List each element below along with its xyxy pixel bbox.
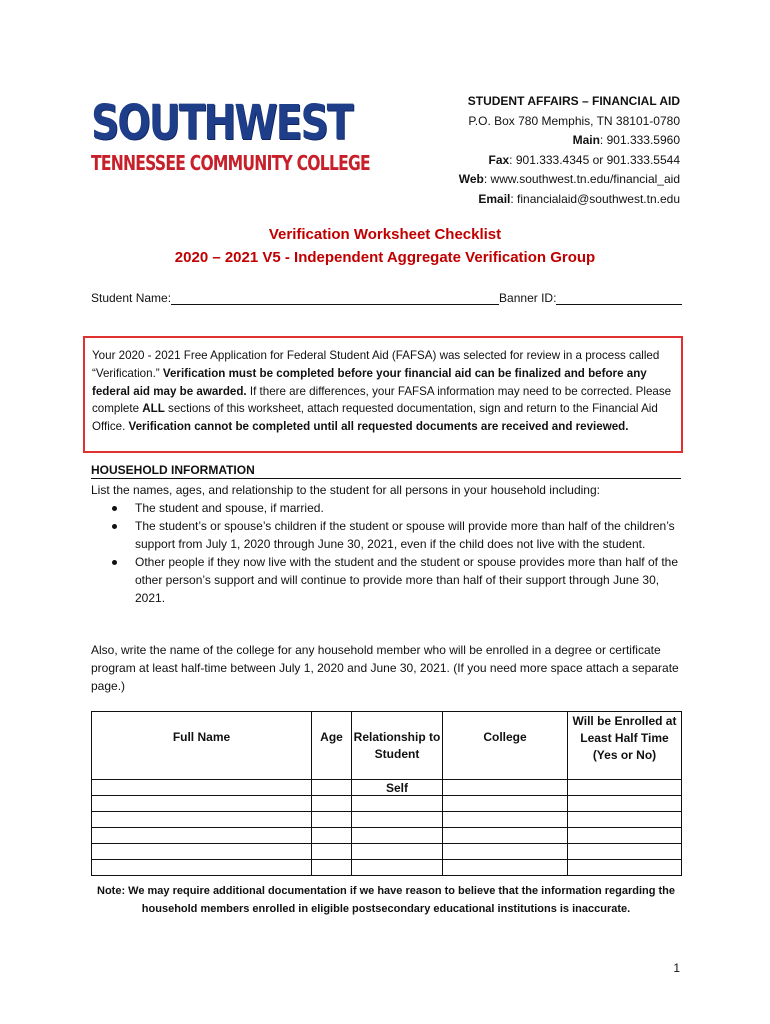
table-row: [92, 812, 682, 828]
bullet-icon: [112, 524, 117, 529]
relationship-cell[interactable]: [352, 796, 443, 812]
household-table: [91, 711, 682, 876]
relationship-cell[interactable]: [352, 812, 443, 828]
table-row: [92, 780, 682, 796]
table-row: [92, 796, 682, 812]
student-name-label: Student Name:: [91, 291, 172, 305]
age-cell[interactable]: [312, 796, 352, 812]
college-instructions: Also, write the name of the college for any household member who will be enrolled in a degree or certificate program at least half-time between July 1, 2020 and June 30, 2021. (If you need more space attach a separate page.): [91, 643, 679, 693]
age-cell[interactable]: [312, 844, 352, 860]
header-full-name: Full Name: [92, 712, 312, 780]
header-age: Age: [312, 712, 352, 780]
mailing-address: P.O. Box 780 Memphis, TN 38101-0780: [468, 113, 680, 128]
page-title: Verification Worksheet Checklist: [268, 226, 502, 243]
department-name: STUDENT AFFAIRS – FINANCIAL AID: [467, 94, 680, 108]
list-item: The student and spouse, if married.: [91, 499, 691, 517]
table-row: [92, 860, 682, 876]
full-name-cell[interactable]: [92, 844, 312, 860]
age-cell[interactable]: [312, 780, 352, 796]
email-address: Email: financialaid@southwest.tn.edu: [478, 191, 680, 206]
full-name-cell[interactable]: [92, 812, 312, 828]
age-cell[interactable]: [312, 812, 352, 828]
relationship-cell[interactable]: [352, 844, 443, 860]
college-cell[interactable]: [443, 812, 568, 828]
verification-notice-box: Your 2020 - 2021 Free Application for Federal Student Aid (FAFSA) was selected for review in a process called “Verification.” Verification must be completed before your financial aid can be finalized and before any federal aid may be awarded. If there are differences, your FAFSA information may need to be corrected. Please complete ALL sections of this worksheet, attach requested documentation, sign and return to the Financial Aid Office. Verification cannot be completed until all requested documents are received and reviewed.: [83, 336, 683, 453]
relationship-cell[interactable]: [352, 860, 443, 876]
fax-number: Fax: 901.333.4345 or 901.333.5544: [488, 152, 680, 167]
logo-wordmark: SOUTHWEST: [91, 95, 352, 151]
table-row: [92, 828, 682, 844]
student-name-field[interactable]: [171, 290, 499, 305]
full-name-cell[interactable]: [92, 860, 312, 876]
student-info-line: [91, 290, 682, 305]
enrolled-cell[interactable]: [568, 780, 682, 796]
relationship-cell: Self: [352, 780, 443, 796]
web-address: Web: www.southwest.tn.edu/financial_aid: [458, 172, 680, 186]
age-cell[interactable]: [312, 860, 352, 876]
college-cell[interactable]: [443, 796, 568, 812]
header-college: College: [443, 712, 568, 780]
college-cell[interactable]: [443, 780, 568, 796]
college-cell[interactable]: [443, 860, 568, 876]
enrolled-cell[interactable]: [568, 844, 682, 860]
full-name-cell[interactable]: [92, 780, 312, 796]
bullet-icon: [112, 506, 117, 511]
list-item: Other people if they now live with the student and the student or spouse provides more than half of the other person’s support and will continue to provide more than half of their support through June 30, 2021.: [91, 553, 691, 607]
full-name-cell[interactable]: [92, 828, 312, 844]
college-cell[interactable]: [443, 828, 568, 844]
page-subtitle: 2020 – 2021 V5 - Independent Aggregate Verification Group: [174, 249, 596, 266]
main-phone: Main: 901.333.5960: [572, 133, 680, 147]
table-row: [92, 844, 682, 860]
page-number: 1: [673, 961, 680, 975]
household-bullet-list: [91, 499, 691, 607]
list-item: The student’s or spouse’s children if the student or spouse will provide more than half of the children’s support from July 1, 2020 through June 30, 2021, even if the child does not live with the student.: [91, 517, 691, 553]
college-cell[interactable]: [443, 844, 568, 860]
relationship-cell[interactable]: [352, 828, 443, 844]
header-enrolled: Will be Enrolled at Least Half Time (Yes or No): [568, 712, 682, 780]
banner-id-field[interactable]: [556, 290, 682, 305]
age-cell[interactable]: [312, 828, 352, 844]
contact-block: [459, 92, 680, 209]
banner-id-label: Banner ID:: [499, 291, 557, 305]
enrolled-cell[interactable]: [568, 796, 682, 812]
enrolled-cell[interactable]: [568, 860, 682, 876]
enrolled-cell[interactable]: [568, 812, 682, 828]
bullet-icon: [112, 560, 117, 565]
logo-subtitle: TENNESSEE COMMUNITY COLLEGE: [91, 151, 370, 175]
college-logo: [91, 96, 376, 174]
documentation-note: Note: We may require additional documentation if we have reason to believe that the information regarding the household members enrolled in eligible postsecondary educational institutions is inaccurate.: [97, 885, 675, 915]
household-heading: HOUSEHOLD INFORMATION: [91, 463, 681, 479]
household-intro: List the names, ages, and relationship to the student for all persons in your household including:: [91, 483, 600, 497]
full-name-cell[interactable]: [92, 796, 312, 812]
enrolled-cell[interactable]: [568, 828, 682, 844]
table-header-row: [92, 712, 682, 780]
header-relationship: Relationship to Student: [352, 712, 443, 780]
